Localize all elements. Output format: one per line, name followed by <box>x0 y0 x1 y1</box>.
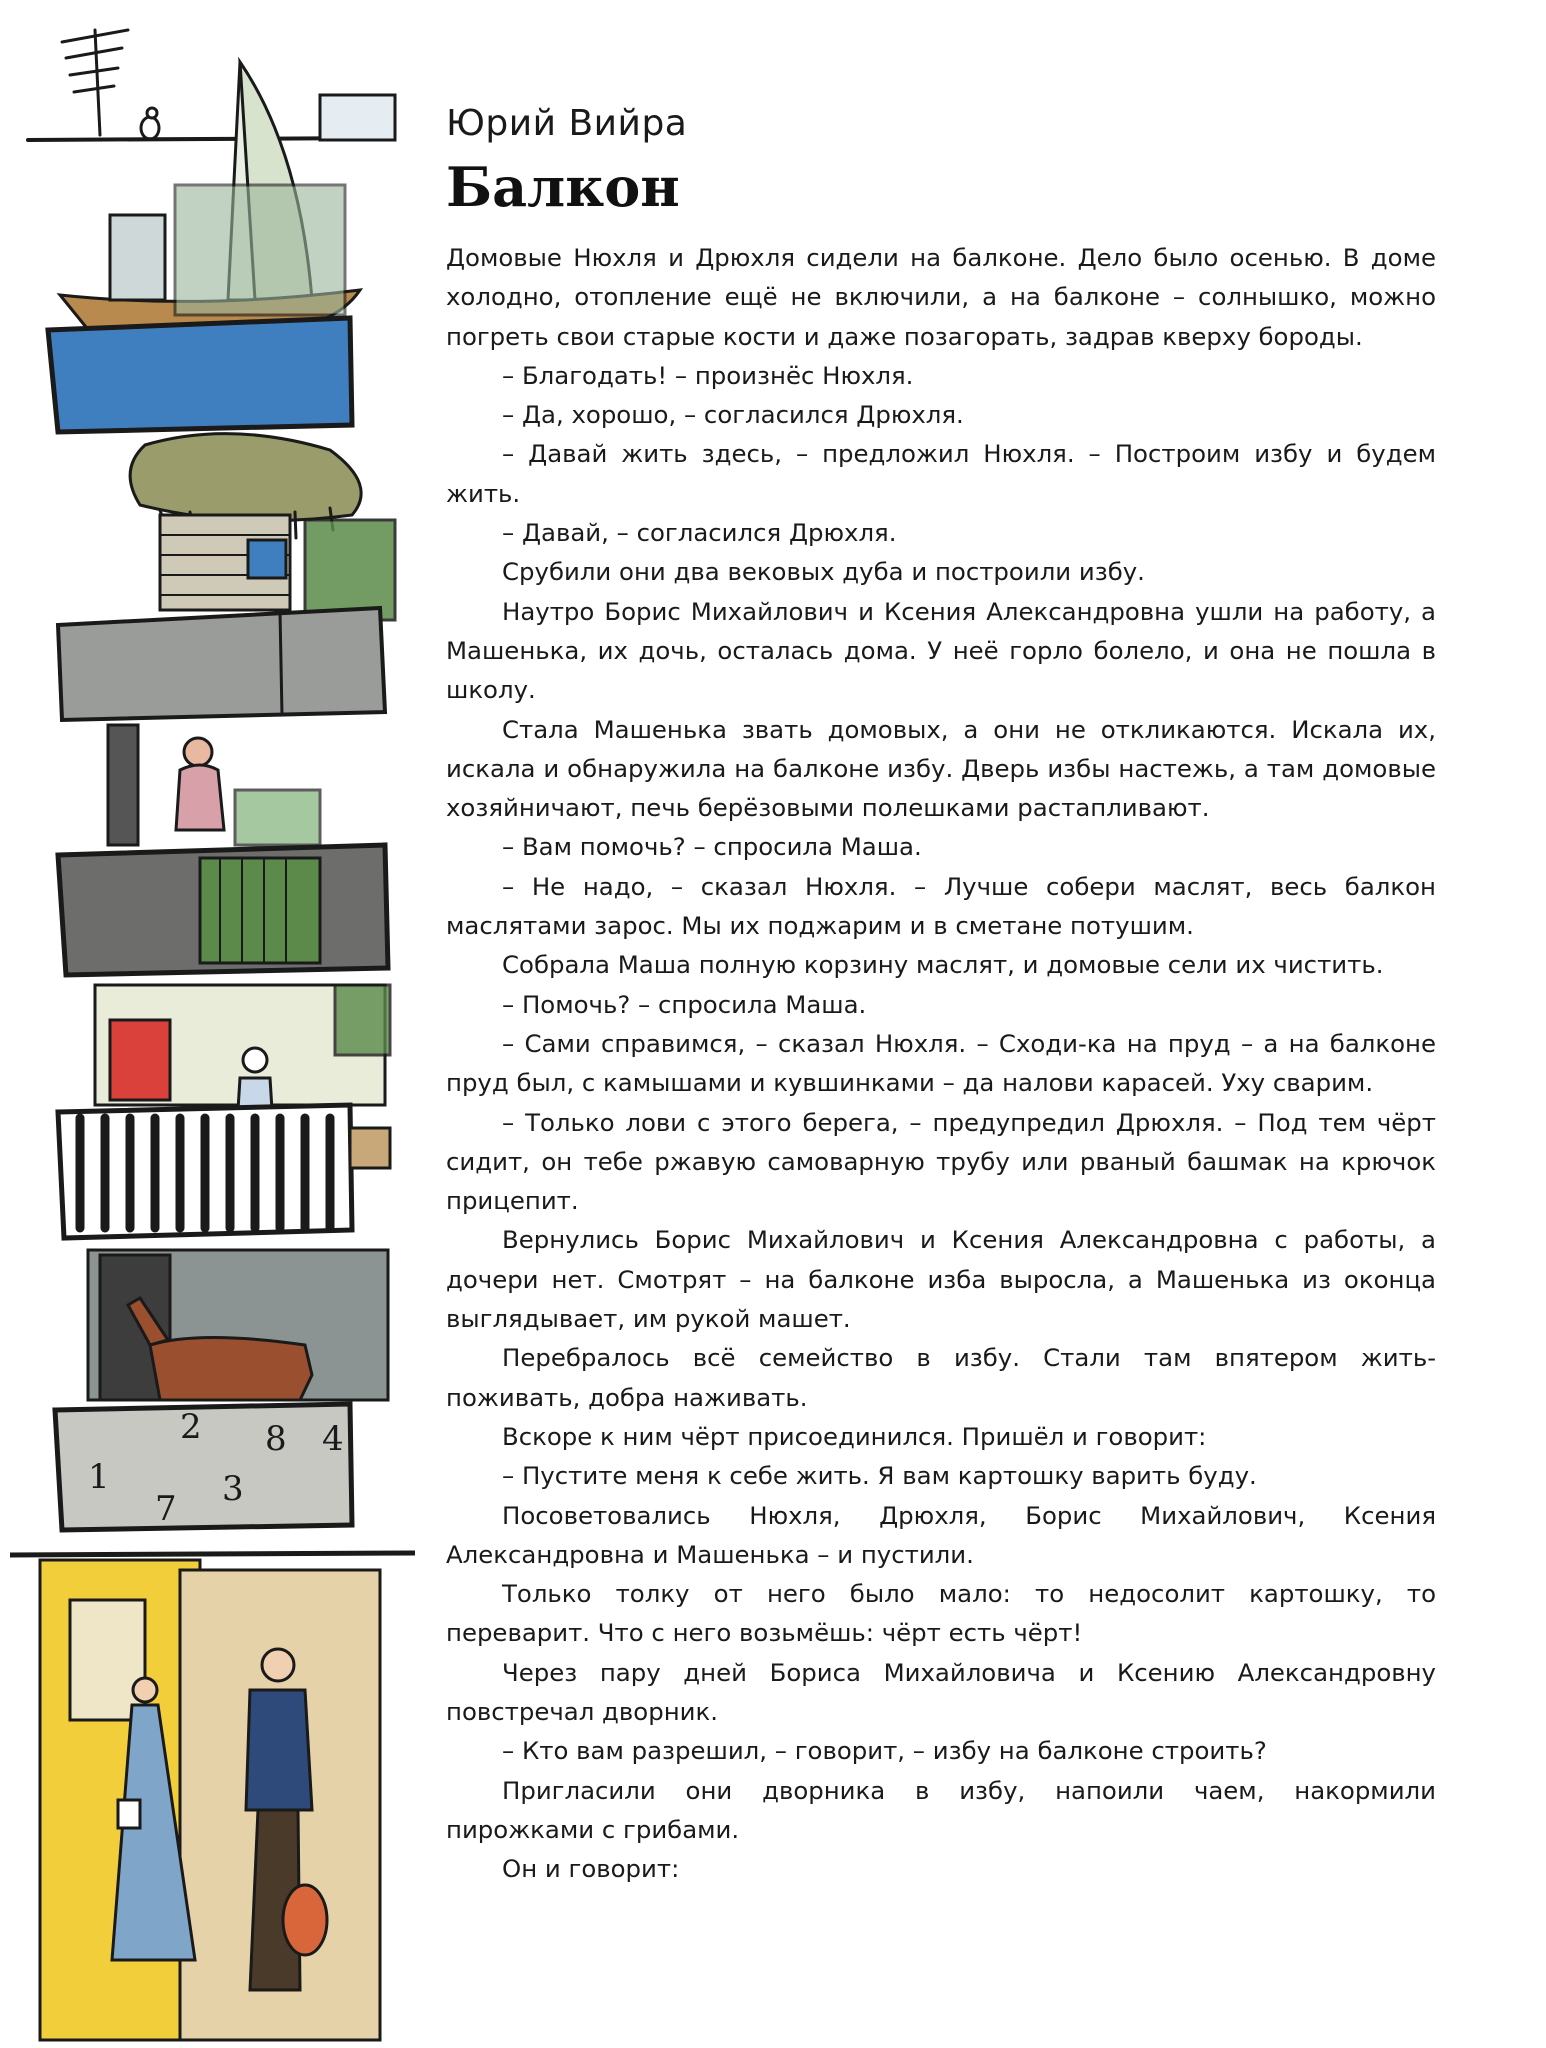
paragraph: – Помочь? – спросила Маша. <box>502 989 867 1019</box>
string-bag-icon <box>283 1885 327 1955</box>
story-title: Балкон <box>446 155 680 219</box>
hut-window <box>248 540 286 578</box>
paragraph: Стала Машенька звать домовых, а они не откликаются. Искала их, искала и обнаружила на балконе избу. Дверь избы настежь, а там домовые хозяйничают, печь берёзовыми полешками растапливают. <box>446 714 1436 823</box>
illustration-number-1: 1 <box>88 1457 110 1497</box>
paragraph: Посоветовались Нюхля, Дрюхля, Борис Михайлович, Ксения Александровна и Машенька – и пустили. <box>446 1500 1436 1569</box>
paragraph: Собрала Маша полную корзину маслят, и домовые сели их чистить. <box>502 950 1384 980</box>
paragraph: Вернулись Борис Михайлович и Ксения Александровна с работы, а дочери нет. Смотрят – на балконе изба выросла, а Машенька из оконца выглядывает, им рукой машет. <box>446 1225 1436 1334</box>
paragraph: Перебралось всё семейство в избу. Стали там впятером жить-поживать, добра наживать. <box>446 1343 1436 1412</box>
paragraph: – Да, хорошо, – согласился Дрюхля. <box>502 400 964 430</box>
green-window-upper <box>305 520 395 620</box>
child-figure <box>238 1048 272 1110</box>
paragraph: Только толку от него было мало: то недосолит картошку, то переварит. Что с него возьмёшь: чёрт есть чёрт! <box>446 1579 1436 1648</box>
paragraph: – Только лови с этого берега, – предупредил Дрюхля. – Под тем чёрт сидит, он тебе ржавую самоварную трубу или рваный башмак на крючок прицепит. <box>446 1107 1436 1216</box>
paragraph: Срубили они два вековых дуба и построили избу. <box>502 557 1145 587</box>
illustration-number-8: 8 <box>265 1419 287 1459</box>
red-window <box>110 1020 170 1100</box>
illustration-number-4: 4 <box>322 1419 344 1459</box>
paragraph: – Благодать! – произнёс Нюхля. <box>502 360 914 390</box>
chimney-box <box>320 95 395 140</box>
notice-board <box>70 1600 145 1720</box>
paragraph: – Давай, – согласился Дрюхля. <box>502 518 897 548</box>
illustration-number-7: 7 <box>155 1489 177 1529</box>
illustration-number-2: 2 <box>180 1407 202 1447</box>
story-text-column <box>446 100 1436 1888</box>
illustration-number-3: 3 <box>222 1469 244 1509</box>
woman-figure <box>176 738 224 830</box>
wall-clock <box>350 1128 390 1168</box>
top-door <box>110 215 165 300</box>
dark-post <box>108 725 138 845</box>
green-window-right <box>335 985 390 1055</box>
story-body <box>446 238 1436 1888</box>
paragraph: Он и говорит: <box>502 1854 680 1884</box>
paragraph: – Кто вам разрешил, – говорит, – избу на балконе строить? <box>502 1736 1267 1766</box>
blue-balcony <box>48 318 352 432</box>
paragraph: Пригласили они дворника в избу, напоили чаем, накормили пирожками с грибами. <box>446 1775 1436 1844</box>
paragraph: – Сами справимся, – сказал Нюхля. – Сходи-ка на пруд – а на балконе пруд был, с камышами и кувшинками – да налови карасей. Уху сварим. <box>446 1028 1436 1098</box>
paragraph: Наутро Борис Михайлович и Ксения Александровна ушли на работу, а Машенька, их дочь, осталась дома. У неё горло болело, и она не пошла в школу. <box>446 596 1436 705</box>
plants-window <box>235 790 320 845</box>
paragraph: Домовые Нюхля и Дрюхля сидели на балконе. Дело было осенью. В доме холодно, отопление ещё не включили, а на балконе – солнышко, можно погреть свои старые кости и даже позагорать, задрав кверху бороды. <box>446 243 1436 351</box>
paragraph: – Давай жить здесь, – предложил Нюхля. – Построим избу и будем жить. <box>446 439 1436 508</box>
ground-line <box>10 1553 415 1555</box>
paragraph: – Вам помочь? – спросила Маша. <box>502 832 922 862</box>
tv-antenna-icon <box>62 30 128 135</box>
green-shutter <box>200 858 320 963</box>
gray-balcony-1 <box>58 608 385 720</box>
author-name: Юрий Вийра <box>446 103 688 144</box>
bird-icon <box>141 108 159 139</box>
paragraph: – Не надо, – сказал Нюхля. – Лучше собери маслят, весь балкон маслятами зарос. Мы их поджарим и в сметане потушим. <box>446 871 1436 941</box>
paragraph: Через пару дней Бориса Михайловича и Ксению Александровну повстречал дворник. <box>446 1657 1436 1726</box>
balcony-tower-illustration <box>0 0 420 2048</box>
paragraph: – Пустите меня к себе жить. Я вам картошку варить буду. <box>502 1461 1257 1491</box>
top-wall <box>175 185 345 315</box>
paragraph: Вскоре к ним чёрт присоединился. Пришёл и говорит: <box>502 1421 1207 1451</box>
